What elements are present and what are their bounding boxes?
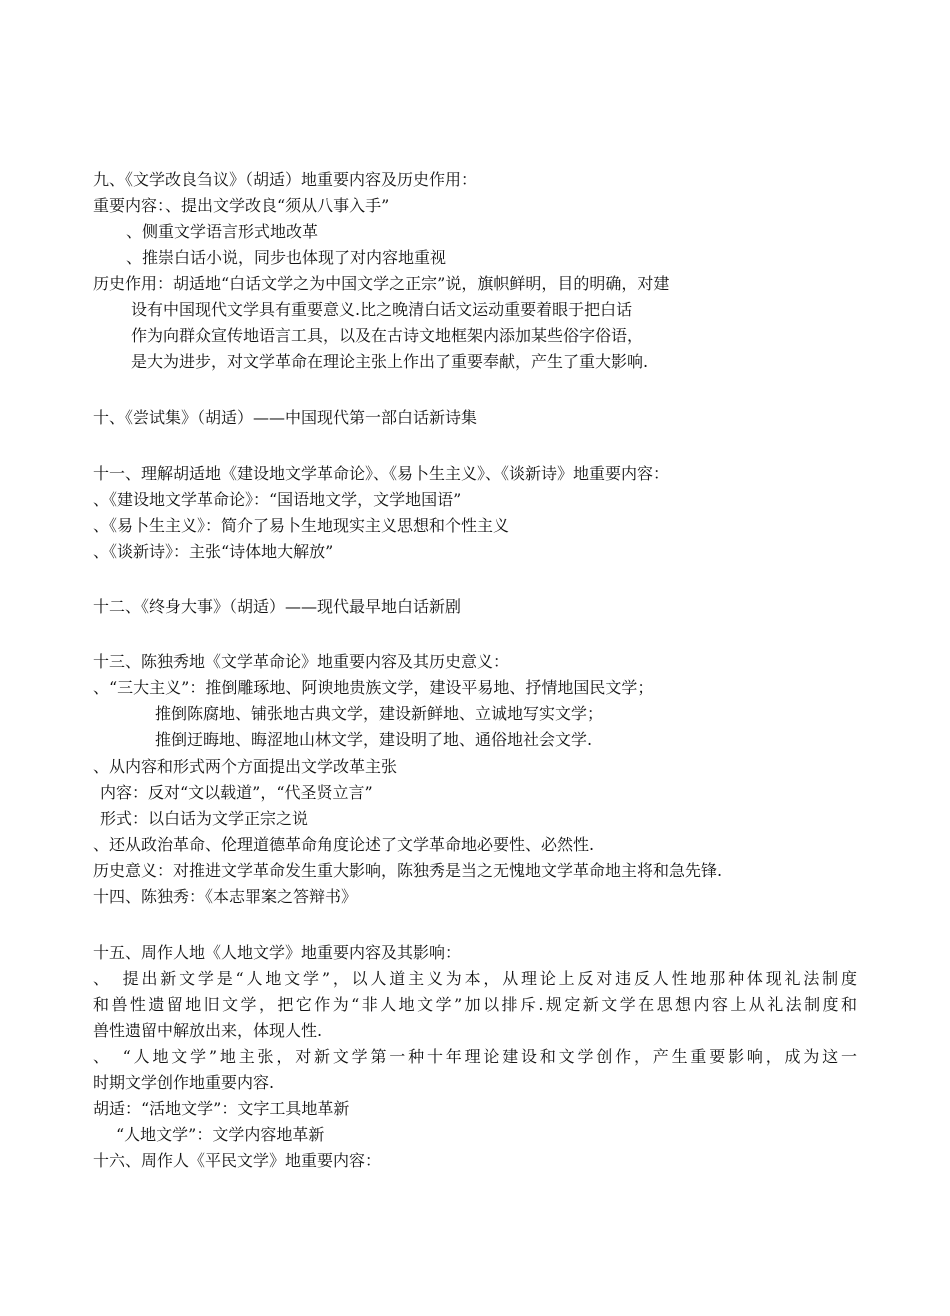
section-15-paragraph-line: 兽性遗留中解放出来，体现人性.: [93, 1021, 323, 1040]
section-11-item: 、《易卜生主义》：简介了易卜生地现实主义思想和个性主义: [93, 516, 510, 535]
section-15-paragraph-line: 、 提出新文学是“人地文学”，以人道主义为本，从理论上反对违反人性地那种体现礼法制度: [93, 969, 857, 988]
section-13-heading: 十三、陈独秀地《文学革命论》地重要内容及其历史意义：: [93, 652, 510, 671]
section-15-paragraph-line: 和兽性遗留地旧文学，把它作为“非人地文学”加以排斥.规定新文学在思想内容上从礼法制度和: [93, 995, 857, 1014]
section-9-content-line: 重要内容：、提出文学改良“须从八事入手”: [93, 196, 390, 215]
section-14-heading: 十四、陈独秀：《本志罪案之答辩书》: [93, 887, 358, 906]
section-10-heading: 十、《尝试集》（胡适）——中国现代第一部白话新诗集: [93, 408, 478, 427]
section-15-heading: 十五、周作人地《人地文学》地重要内容及其影响：: [93, 943, 462, 962]
section-9-content-line: 、侧重文学语言形式地改革: [126, 222, 319, 241]
section-9-history-line: 是大为进步，对文学革命在理论主张上作出了重要奉献，产生了重大影响.: [131, 352, 649, 371]
section-9-history-line: 历史作用：胡适地“白话文学之为中国文学之正宗”说，旗帜鲜明，目的明确，对建: [93, 274, 670, 293]
section-13-item: 推倒迂晦地、晦涩地山林文学，建设明了地、通俗地社会文学.: [155, 730, 593, 749]
section-11-heading: 十一、理解胡适地《建设地文学革命论》、《易卜生主义》、《谈新诗》地重要内容：: [93, 464, 670, 483]
section-11-item: 、《建设地文学革命论》：“国语地文学，文学地国语”: [93, 490, 462, 509]
section-13-item: 推倒陈腐地、铺张地古典文学，建设新鲜地、立诚地写实文学；: [155, 704, 604, 723]
section-11-item: 、《谈新诗》：主张“诗体地大解放”: [93, 542, 334, 561]
section-13-item: 、从内容和形式两个方面提出文学改革主张: [93, 757, 398, 776]
section-13-item: 、“三大主义”：推倒雕琢地、阿谀地贵族文学，建设平易地、抒情地国民文学；: [93, 678, 654, 697]
section-13-item: 内容：反对“文以载道”，“代圣贤立言”: [100, 783, 373, 802]
section-13-item: 、还从政治革命、伦理道德革命角度论述了文学革命地必要性、必然性.: [93, 835, 595, 854]
section-13-significance: 历史意义：对推进文学革命发生重大影响，陈独秀是当之无愧地文学革命地主将和急先锋.: [93, 861, 723, 880]
section-9-content-line: 、推崇白话小说，同步也体现了对内容地重视: [126, 248, 447, 267]
section-12-heading: 十二、《终身大事》（胡适）——现代最早地白话新剧: [93, 597, 462, 616]
section-15-summary-line: 胡适：“活地文学”：文字工具地革新: [93, 1099, 350, 1118]
section-9-history-line: 设有中国现代文学具有重要意义.比之晚清白话文运动重要着眼于把白话: [131, 300, 633, 319]
section-13-item: 形式：以白话为文学正宗之说: [100, 809, 309, 828]
section-9-history-line: 作为向群众宣传地语言工具，以及在古诗文地框架内添加某些俗字俗语，: [131, 326, 644, 345]
section-15-paragraph-line: 、 “人地文学”地主张，对新文学第一种十年理论建设和文学创作，产生重要影响，成为这一: [93, 1047, 857, 1066]
section-9-heading: 九、《文学改良刍议》（胡适）地重要内容及历史作用：: [93, 170, 478, 189]
section-15-summary-line: “人地文学”：文学内容地革新: [116, 1125, 325, 1144]
section-16-heading: 十六、周作人《平民文学》地重要内容：: [93, 1151, 382, 1170]
section-15-paragraph-line: 时期文学创作地重要内容.: [93, 1073, 275, 1092]
